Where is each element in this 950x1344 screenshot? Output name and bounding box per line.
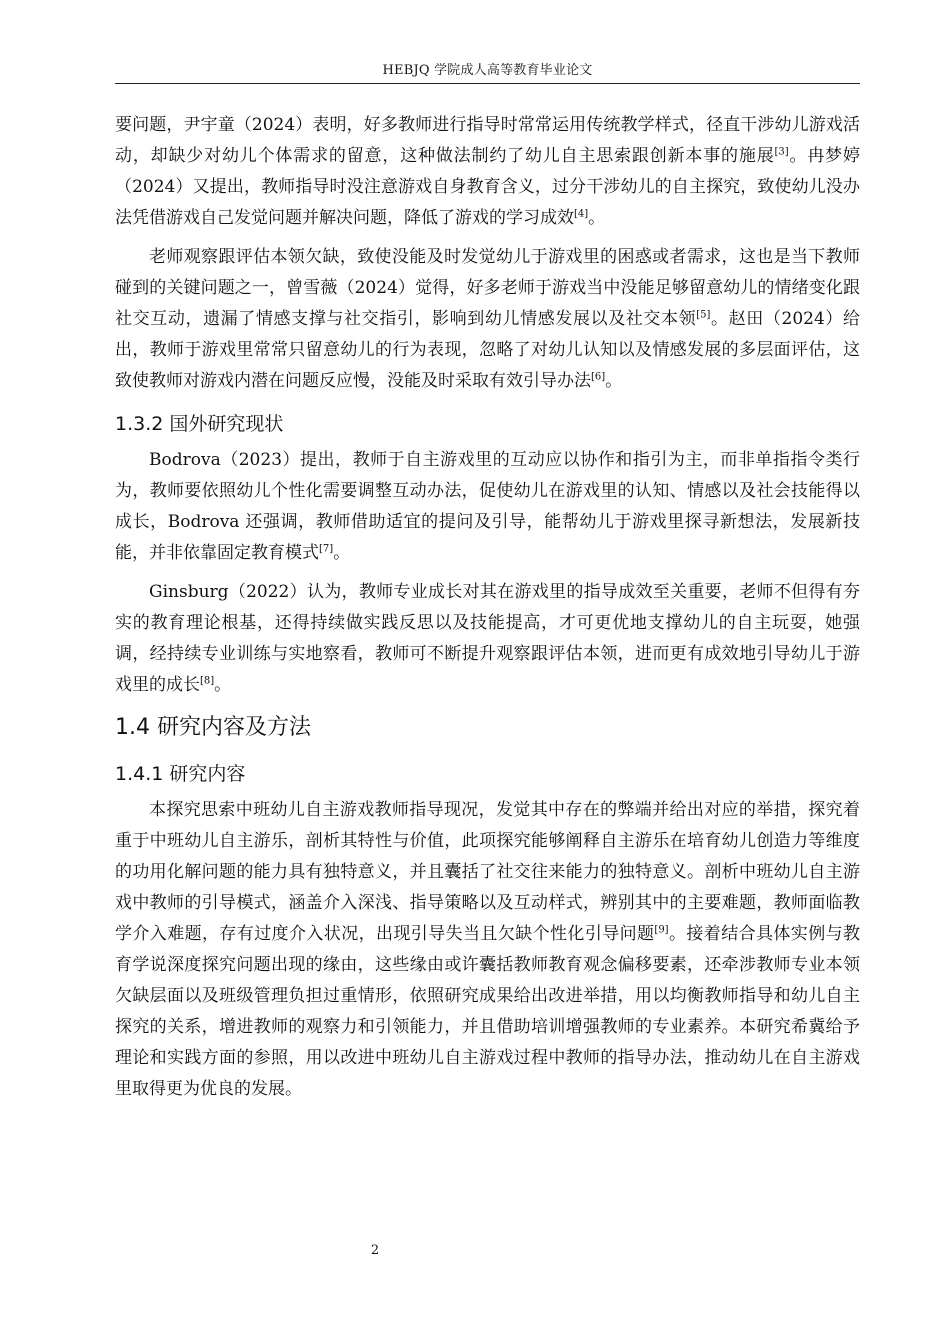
paragraph-text: 要问题，尹宇童（2024）表明，好多教师进行指导时常常运用传统教学样式，径直干涉幼儿游戏活动，却缺少对幼儿个体需求的留意，这种做法制约了幼儿自主思索跟创新本事的施展 <box>115 115 860 166</box>
paragraph-text: 。冉梦婷（2024）又提出，教师指导时没注意游戏自身教育含义，过分干涉幼儿的自主探究，致使幼儿没办法凭借游戏自己发觉问题并解决问题，降低了游戏的学习成效 <box>115 146 861 228</box>
paragraph-tail: 。 <box>605 371 623 391</box>
paragraph-text: 。接着结合具体实例与教育学说深度探究问题出现的缘由，这些缘由或许囊括教师教育观念偏移要素，还牵涉教师专业本领欠缺层面以及班级管理负担过重情形，依照研究成果给出改进举措，用以均衡教师指导和幼儿自主探究的关系，增进教师的观察力和引领能力，并且借助培训增强教师的专业素养。本研究希冀给予理论和实践方面的参照，用以改进中班幼儿自主游戏过程中教师的指导办法，推动幼儿在自主游戏里取得更为优良的发展。 <box>115 924 861 1099</box>
paragraph-research-content <box>115 795 860 1105</box>
page-number: 2 <box>370 1243 380 1258</box>
citation-6: [6] <box>591 371 606 383</box>
citation-5: [5] <box>696 309 711 321</box>
paragraph-text: 。赵田（2024）给出，教师于游戏里常常只留意幼儿的行为表现，忽略了对幼儿认知以及情感发展的多层面评估，这致使教师对游戏内潜在问题反应慢，没能及时采取有效引导办法 <box>115 309 860 391</box>
paragraph-observation <box>115 242 860 397</box>
paragraph-ginsburg <box>115 577 860 701</box>
paragraph-tail: 。 <box>214 675 232 695</box>
heading-1-4: 1.4 研究内容及方法 <box>115 715 311 740</box>
paragraph-text: 老师观察跟评估本领欠缺，致使没能及时发觉幼儿于游戏里的困惑或者需求，这也是当下教师碰到的关键问题之一，曾雪薇（2024）觉得，好多老师于游戏当中没能足够留意幼儿的情绪变化跟社交互动，遗漏了情感支撑与社交指引，影响到幼儿情感发展以及社交本领 <box>115 247 860 329</box>
paragraph-text: Ginsburg（2022）认为，教师专业成长对其在游戏里的指导成效至关重要，老师不但得有夯实的教育理论根基，还得持续做实践反思以及技能提高，才可更优地支撑幼儿的自主玩耍，她强调，经持续专业训练与实地察看，教师可不断提升观察跟评估本领，进而更有成效地引导幼儿于游戏里的成长 <box>115 582 860 695</box>
running-header: HEBJQ 学院成人高等教育毕业论文 <box>382 63 593 78</box>
paragraph-text: 本探究思索中班幼儿自主游戏教师指导现况，发觉其中存在的弊端并给出对应的举措，探究着重于中班幼儿自主游乐，剖析其特性与价值，此项探究能够阐释自主游乐在培育幼儿创造力等维度的功用化解问题的能力具有独特意义，并且囊括了社交往来能力的独特意义。剖析中班幼儿自主游戏中教师的引导模式，涵盖介入深浅、指导策略以及互动样式，辨别其中的主要难题，教师面临教学介入难题，存有过度介入状况，出现引导失当且欠缺个性化引导问题 <box>115 800 860 944</box>
paragraph-text: Bodrova（2023）提出，教师于自主游戏里的互动应以协作和指引为主，而非单指指令类行为，教师要依照幼儿个性化需要调整互动办法，促使幼儿在游戏里的认知、情感以及社会技能得以成长，Bodrova 还强调，教师借助适宜的提问及引导，能帮幼儿于游戏里探寻新想法，发展新技能，并非依靠固定教育模式 <box>115 450 860 563</box>
citation-9: [9] <box>654 924 669 936</box>
citation-3: [3] <box>774 146 789 158</box>
paragraph-tail: 。 <box>333 543 351 563</box>
paragraph-bodrova <box>115 445 860 569</box>
heading-1-3-2: 1.3.2 国外研究现状 <box>115 413 284 435</box>
citation-4: [4] <box>574 208 589 220</box>
header-rule <box>115 83 860 84</box>
citation-8: [8] <box>200 675 215 687</box>
heading-1-4-1: 1.4.1 研究内容 <box>115 763 246 785</box>
page-body <box>115 110 860 1105</box>
paragraph-tail: 。 <box>588 208 606 228</box>
citation-7: [7] <box>319 543 334 555</box>
paragraph-continuation <box>115 110 860 234</box>
